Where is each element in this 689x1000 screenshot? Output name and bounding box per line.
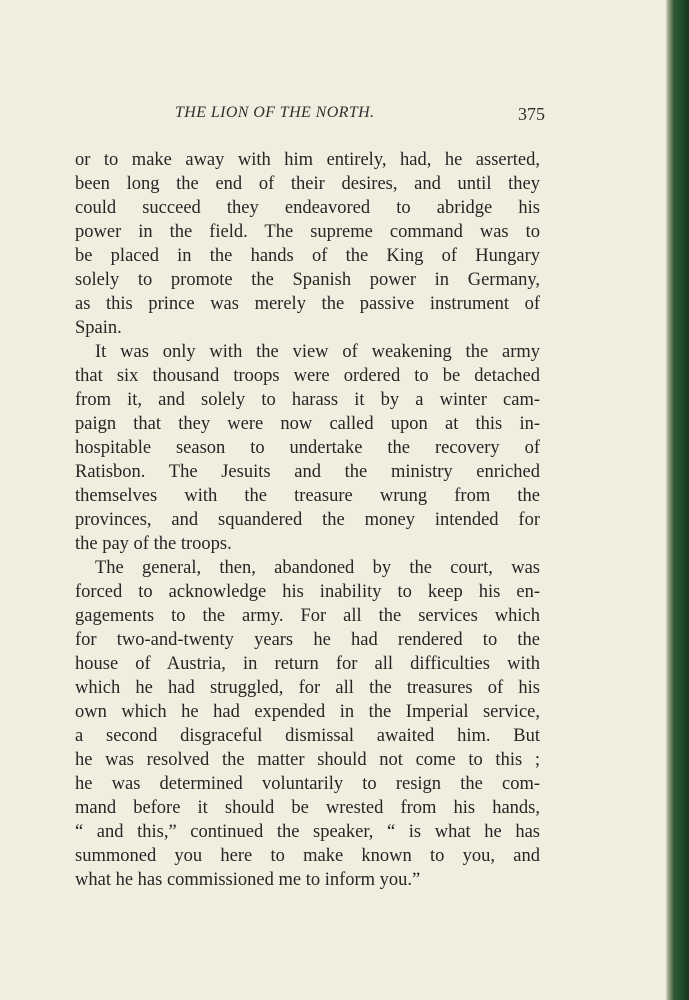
- text-line: solely to promote the Spanish power in Germany,: [75, 270, 540, 290]
- book-spine-edge: [666, 0, 689, 1000]
- text-line: forced to acknowledge his inability to keep his en-: [75, 582, 540, 602]
- body-text: [75, 148, 540, 892]
- text-line: could succeed they endeavored to abridge his: [75, 198, 540, 218]
- text-line: been long the end of their desires, and until they: [75, 174, 540, 194]
- text-line: It was only with the view of weakening the army: [95, 342, 540, 362]
- text-line: from it, and solely to harass it by a winter cam-: [75, 390, 540, 410]
- text-line: be placed in the hands of the King of Hungary: [75, 246, 540, 266]
- text-line: that six thousand troops were ordered to be detached: [75, 366, 540, 386]
- text-line: as this prince was merely the passive instrument of: [75, 294, 540, 314]
- text-line: or to make away with him entirely, had, he asserted,: [75, 150, 540, 170]
- text-line: power in the field. The supreme command was to: [75, 222, 540, 242]
- text-line: hospitable season to undertake the recovery of: [75, 438, 540, 458]
- text-line: house of Austria, in return for all difficulties with: [75, 654, 540, 674]
- text-line: The general, then, abandoned by the court, was: [95, 558, 540, 578]
- text-line: own which he had expended in the Imperial service,: [75, 702, 540, 722]
- text-line: mand before it should be wrested from his hands,: [75, 798, 540, 818]
- text-line: provinces, and squandered the money intended for: [75, 510, 540, 530]
- running-head: THE LION OF THE NORTH.: [175, 104, 375, 121]
- text-line: paign that they were now called upon at this in-: [75, 414, 540, 434]
- page-header: [75, 104, 545, 128]
- text-line: themselves with the treasure wrung from the: [75, 486, 540, 506]
- text-line: Ratisbon. The Jesuits and the ministry enriched: [75, 462, 540, 482]
- text-line: Spain.: [75, 318, 122, 338]
- text-line: he was resolved the matter should not come to this ;: [75, 750, 540, 770]
- text-line: the pay of the troops.: [75, 534, 232, 554]
- text-line: he was determined voluntarily to resign the com-: [75, 774, 540, 794]
- page-number: 375: [518, 104, 545, 124]
- text-line: summoned you here to make known to you, and: [75, 846, 540, 866]
- text-line: which he had struggled, for all the treasures of his: [75, 678, 540, 698]
- text-line: gagements to the army. For all the services which: [75, 606, 540, 626]
- text-line: what he has commissioned me to inform you.”: [75, 870, 421, 890]
- text-line: “ and this,” continued the speaker, “ is what he has: [75, 822, 540, 842]
- text-line: a second disgraceful dismissal awaited him. But: [75, 726, 540, 746]
- text-line: for two-and-twenty years he had rendered to the: [75, 630, 540, 650]
